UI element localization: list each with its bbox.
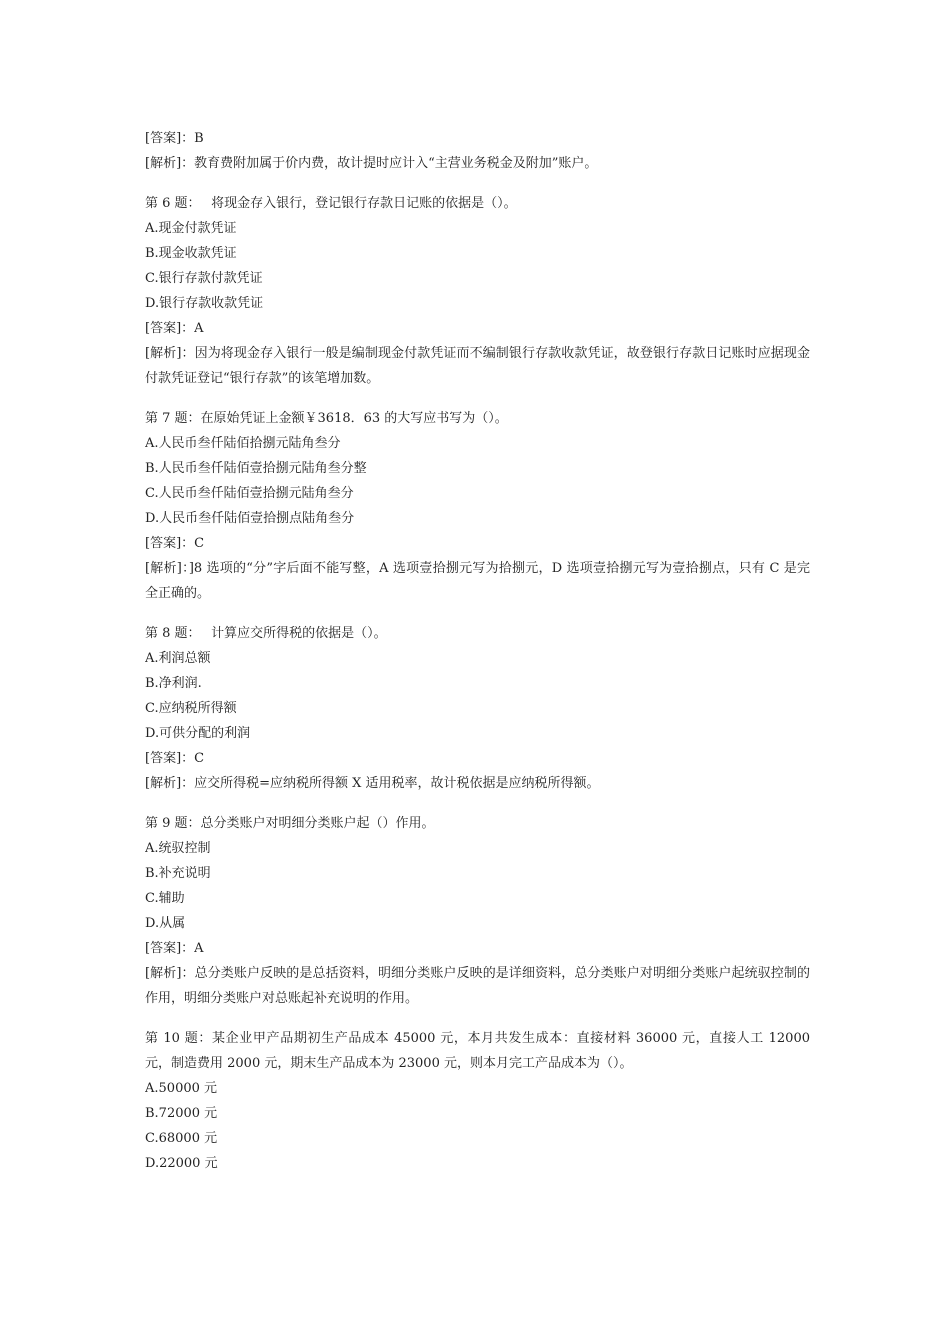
q9-option-b: B.补充说明 — [145, 866, 211, 881]
spacer — [145, 606, 810, 621]
q7-option-b: B.人民币叁仟陆佰壹拾捌元陆角叁分整 — [145, 461, 367, 476]
q7-option-c: C.人民币叁仟陆佰壹拾捌元陆角叁分 — [145, 486, 354, 501]
q6-title: 第 6 题： 将现金存入银行，登记银行存款日记账的依据是（）。 — [145, 196, 517, 211]
q8-option-c: C.应纳税所得额 — [145, 701, 237, 716]
q7-analysis: [解析]：]8 选项的“分”字后面不能写整，A 选项壹拾捌元写为拾捌元，D 选项壹拾捌元写为壹拾捌点，只有 C 是完全正确的。 — [145, 561, 810, 601]
spacer — [145, 176, 810, 191]
q10-option-c: C.68000 元 — [145, 1131, 218, 1146]
exam-page — [145, 126, 810, 1176]
q9-analysis: [解析]：总分类账户反映的是总括资料，明细分类账户反映的是详细资料，总分类账户对明细分类账户起统驭控制的作用，明细分类账户对总账起补充说明的作用。 — [145, 966, 810, 1006]
q9-answer: [答案]：A — [145, 941, 204, 956]
q10-option-a: A.50000 元 — [145, 1081, 218, 1096]
q8-option-d: D.可供分配的利润 — [145, 726, 251, 741]
q6-analysis: [解析]：因为将现金存入银行一般是编制现金付款凭证而不编制银行存款收款凭证，故登银行存款日记账时应据现金付款凭证登记“银行存款”的该笔增加数。 — [145, 346, 810, 386]
q6-answer: [答案]：A — [145, 321, 204, 336]
q9-option-c: C.辅助 — [145, 891, 185, 906]
q5-analysis: [解析]：教育费附加属于价内费，故计提时应计入“主营业务税金及附加”账户。 — [145, 156, 598, 171]
q9-title: 第 9 题：总分类账户对明细分类账户起（）作用。 — [145, 816, 435, 831]
q6-option-c: C.银行存款付款凭证 — [145, 271, 263, 286]
q6-option-d: D.银行存款收款凭证 — [145, 296, 264, 311]
q5-answer: [答案]：B — [145, 131, 204, 146]
q10-title: 第 10 题：某企业甲产品期初生产品成本 45000 元，本月共发生成本：直接材料 36000 元，直接人工 12000 元，制造费用 2000 元，期末生产品成本为 23000 元，则本月完工产品成本为（）。 — [145, 1031, 810, 1071]
q6-option-b: B.现金收款凭证 — [145, 246, 237, 261]
q7-answer: [答案]：C — [145, 536, 205, 551]
q8-title: 第 8 题： 计算应交所得税的依据是（）。 — [145, 626, 387, 641]
q10-option-b: B.72000 元 — [145, 1106, 218, 1121]
q6-option-a: A.现金付款凭证 — [145, 221, 237, 236]
q9-option-d: D.从属 — [145, 916, 186, 931]
q7-title: 第 7 题：在原始凭证上金额￥3618．63 的大写应书写为（）。 — [145, 411, 508, 426]
q8-answer: [答案]：C — [145, 751, 205, 766]
q10-option-d: D.22000 元 — [145, 1156, 218, 1171]
q7-option-d: D.人民币叁仟陆佰壹拾捌点陆角叁分 — [145, 511, 355, 526]
spacer — [145, 1011, 810, 1026]
spacer — [145, 391, 810, 406]
q8-option-b: B.净利润. — [145, 676, 202, 691]
q8-analysis: [解析]：应交所得税=应纳税所得额 X 适用税率，故计税依据是应纳税所得额。 — [145, 776, 600, 791]
spacer — [145, 796, 810, 811]
q9-option-a: A.统驭控制 — [145, 841, 211, 856]
q7-option-a: A.人民币叁仟陆佰拾捌元陆角叁分 — [145, 436, 341, 451]
q8-option-a: A.利润总额 — [145, 651, 211, 666]
